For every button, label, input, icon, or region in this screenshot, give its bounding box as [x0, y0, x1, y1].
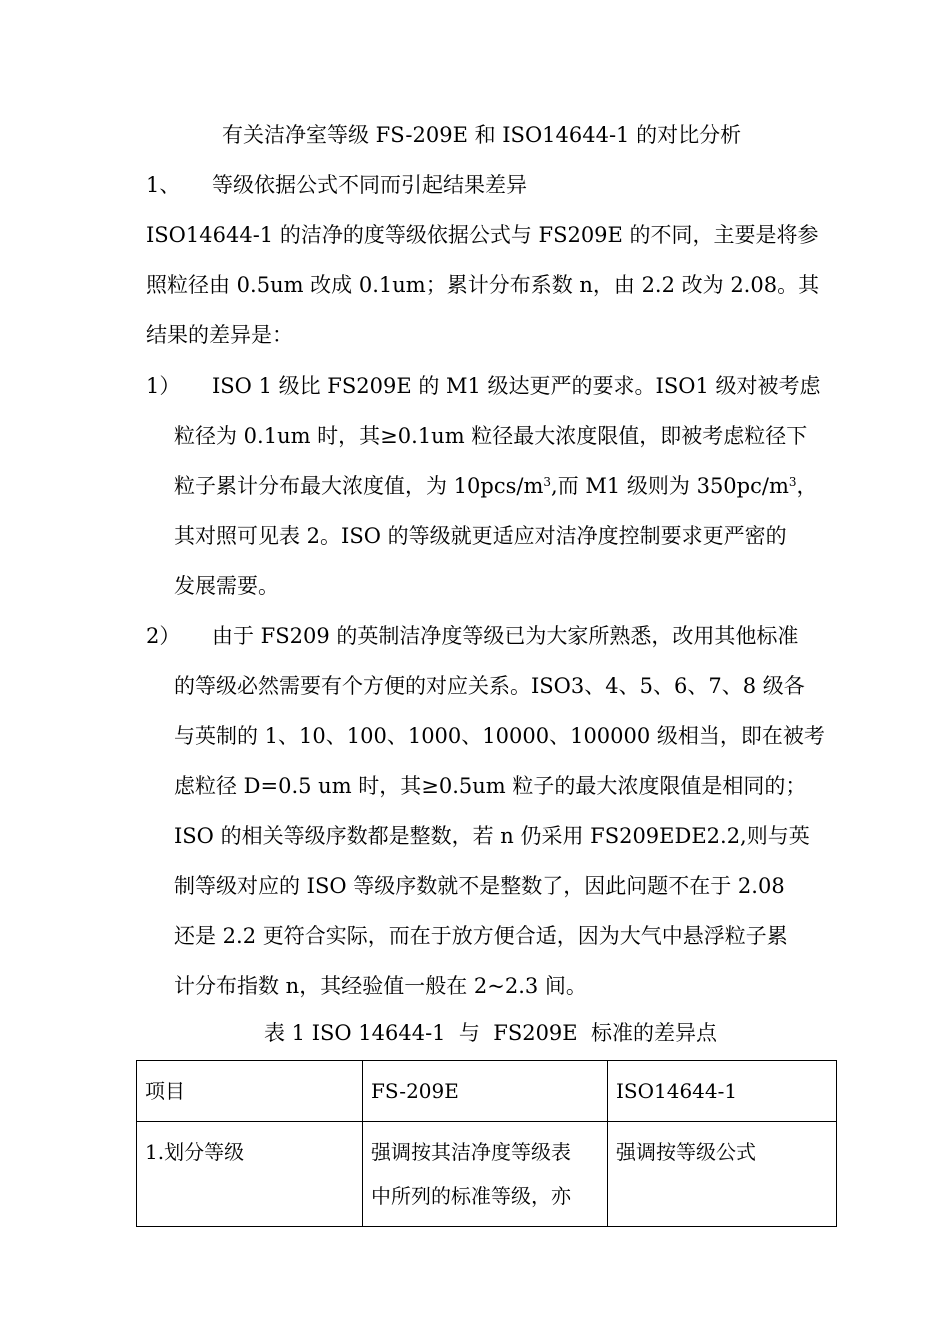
row-item: 1.划分等级 [137, 1122, 363, 1227]
point-2-line-8: 计分布指数 n，其经验值一般在 2~2.3 间。 [174, 974, 587, 998]
point-1-text-c: ， [796, 474, 818, 498]
point-2-line-3: 与英制的 1、10、100、1000、10000、100000 级相当，即在被考 [174, 724, 825, 748]
point-1-text-b: ,而 M1 级则为 350pc/m [551, 474, 789, 498]
point-1-line-1: ISO 1 级比 FS209E 的 M1 级达更严的要求。ISO1 级对被考虑 [212, 374, 821, 398]
intro-line-3: 结果的差异是： [146, 323, 293, 347]
row-fs209e [363, 1122, 608, 1227]
table-row [137, 1122, 837, 1227]
point-1-line-3 [174, 471, 818, 501]
point-2-number: 2） [146, 624, 181, 648]
intro-line-2: 照粒径由 0.5um 改成 0.1um；累计分布系数 n，由 2.2 改为 2.08。其 [146, 273, 820, 297]
header-item: 项目 [137, 1061, 363, 1122]
table-caption: 表 1 ISO 14644-1 与 FS209E 标准的差异点 [264, 1021, 717, 1045]
comparison-table [136, 1060, 837, 1227]
row-iso14644: 强调按等级公式 [608, 1122, 837, 1227]
point-2-line-5: ISO 的相关等级序数都是整数，若 n 仍采用 FS209EDE2.2,则与英 [174, 824, 810, 848]
point-2-line-2: 的等级必然需要有个方便的对应关系。ISO3、4、5、6、7、8 级各 [174, 674, 805, 698]
point-1-number: 1） [146, 374, 181, 398]
point-2-line-6: 制等级对应的 ISO 等级序数就不是整数了，因此问题不在于 2.08 [174, 874, 785, 898]
page-title: 有关洁净室等级 FS-209E 和 ISO14644-1 的对比分析 [222, 123, 742, 147]
intro-line-1 [146, 220, 819, 250]
section-heading: 等级依据公式不同而引起结果差异 [212, 173, 527, 197]
row-fs209e-line-2: 中所列的标准等级，亦 [371, 1184, 571, 1208]
superscript-3: 3 [788, 475, 797, 489]
header-fs209e: FS-209E [363, 1061, 608, 1122]
intro-text: ISO14644-1 的洁净的度等级依据公式与 FS209E 的不同，主要是将参 [146, 223, 819, 247]
table-header-row [137, 1061, 837, 1122]
point-2-line-7: 还是 2.2 更符合实际，而在于放方便合适，因为大气中悬浮粒子累 [174, 924, 788, 948]
superscript-3: 3 [543, 475, 552, 489]
point-2-line-1: 由于 FS209 的英制洁净度等级已为大家所熟悉，改用其他标准 [212, 624, 799, 648]
section-number: 1、 [146, 173, 181, 197]
point-1-text-a: 粒子累计分布最大浓度值，为 10pcs/m [174, 474, 544, 498]
point-1-line-4: 其对照可见表 2。ISO 的等级就更适应对洁净度控制要求更严密的 [174, 524, 787, 548]
point-1-line-5: 发展需要。 [174, 574, 279, 598]
point-1-line-2: 粒径为 0.1um 时，其≥0.1um 粒径最大浓度限值，即被考虑粒径下 [174, 424, 808, 448]
point-2-line-4: 虑粒径 D=0.5 um 时，其≥0.5um 粒子的最大浓度限值是相同的； [174, 774, 807, 798]
row-fs209e-line-1: 强调按其洁净度等级表 [371, 1140, 571, 1164]
header-iso14644: ISO14644-1 [608, 1061, 837, 1122]
